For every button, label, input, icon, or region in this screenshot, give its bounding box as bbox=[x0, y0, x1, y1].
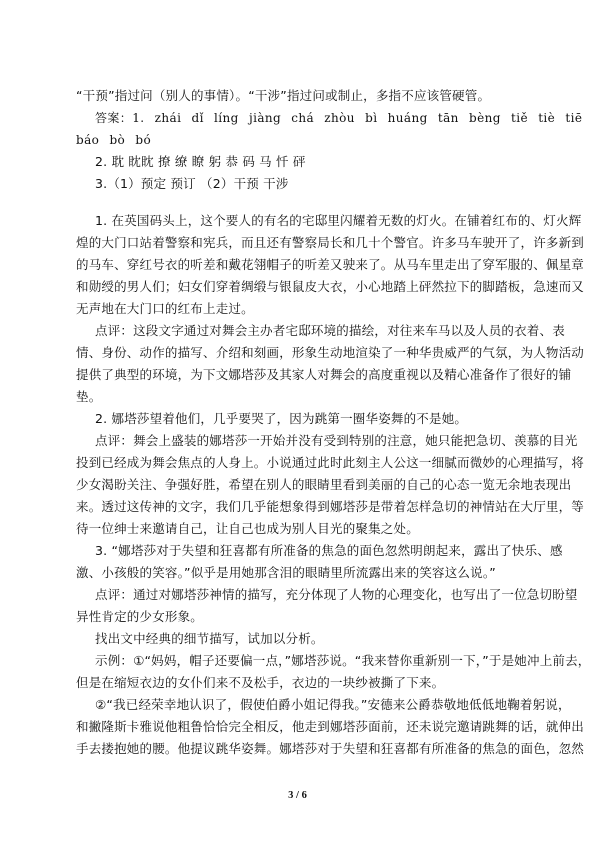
text-line-2-answer-pinyin: 答案：1. zhái dǐ líng jiàng chá zhòu bì huáng tān bèng tiě tiè tiē bbox=[95, 111, 583, 125]
text-line-10: 无声地在大门口的红布上走过。 bbox=[76, 301, 254, 316]
text-line-18: 少女渴盼关注、争强好胜，希望在别人的眼睛里看到美丽的自己的心态一览无余地表现出 bbox=[76, 477, 572, 492]
page-number: 3 / 6 bbox=[288, 790, 307, 801]
text-line-27: 但是在缩短衣边的女仆们来不及松手，衣边的一块纱被撕了下来。 bbox=[76, 675, 445, 690]
text-line-5: 3.（1）预定 预订 （2）干预 干涉 bbox=[95, 176, 289, 191]
text-line-11: 点评：这段文字通过对舞会主办者宅邸环境的描绘，对往来车马以及人员的衣着、表 bbox=[95, 323, 565, 338]
text-line-24: 异性肯定的少女形象。 bbox=[76, 609, 204, 624]
text-line-14: 垫。 bbox=[76, 389, 102, 404]
text-line-23: 点评：通过对娜塔莎神情的描写，充分体现了人物的心理变化，也写出了一位急切盼望 bbox=[95, 587, 578, 602]
text-line-17: 投到已经成为舞会焦点的人身上。小说通过此时此刻主人公这一细腻而微妙的心理描写，将 bbox=[76, 455, 585, 470]
text-line-7: 煌的大门口站着警察和宪兵，而且还有警察局长和几十个警官。许多马车驶开了，许多新到 bbox=[76, 235, 585, 250]
text-line-12: 情、身份、动作的描写、介绍和刻画，形象生动地渲染了一种华贵威严的气氛，为人物活动 bbox=[76, 345, 585, 360]
text-line-3-pinyin: báo bò bó bbox=[76, 133, 152, 147]
text-line-26: 示例：①“妈妈，帽子还要偏一点，”娜塔莎说。“我来替你重新别一下，”于是她冲上前去， bbox=[95, 653, 591, 668]
text-line-30: 手去搂抱她的腰。他提议跳华姿舞。娜塔莎对于失望和狂喜都有所准备的焦急的面色，忽然 bbox=[76, 741, 585, 756]
text-line-1: “干预”指过问（别人的事情）。“干涉”指过问或制止，多指不应该管硬管。 bbox=[76, 88, 491, 103]
text-line-8: 的马车、穿红号衣的听差和戴花翎帽子的听差又驶来了。从马车里走出了穿军服的、佩星章 bbox=[76, 257, 585, 272]
text-line-28: ②“我已经荣幸地认识了，假使伯爵小姐记得我。”安德来公爵恭敬地低低地鞠着躬说， bbox=[95, 697, 571, 712]
text-line-4: 2. 耽 眈眈 撩 缭 瞭 躬 恭 码 马 忏 砰 bbox=[95, 154, 306, 169]
text-line-29: 和撇隆斯卡雅说他粗鲁恰恰完全相反，他走到娜塔莎面前，还未说完邀请跳舞的话，就伸出 bbox=[76, 719, 585, 734]
text-line-15: 2. 娜塔莎望着他们，几乎要哭了，因为跳第一圈华姿舞的不是她。 bbox=[95, 411, 468, 426]
text-line-19: 来。透过这传神的文字，我们几乎能想象得到娜塔莎是带着怎样急切的神情站在大厅里，等 bbox=[76, 499, 585, 514]
text-line-9: 和勋绶的男人们；妇女们穿着绸缎与银鼠皮大衣，小心地踏上砰然拉下的脚踏板，急速而又 bbox=[76, 279, 585, 294]
text-line-20: 待一位绅士来邀请自己，让自己也成为别人目光的聚集之处。 bbox=[76, 521, 419, 536]
text-line-22: 激、小孩般的笑容。”似乎是用她那含泪的眼睛里所流露出来的笑容这么说。” bbox=[76, 565, 496, 580]
text-line-25: 找出文中经典的细节描写，试加以分析。 bbox=[95, 631, 324, 646]
text-line-21: 3. “娜塔莎对于失望和狂喜都有所准备的焦急的面色忽然明朗起来，露出了快乐、感 bbox=[95, 543, 563, 558]
text-line-6: 1. 在英国码头上，这个要人的有名的宅邸里闪耀着无数的灯火。在铺着红布的、灯火辉 bbox=[95, 213, 582, 228]
text-line-13: 提供了典型的环境，为下文娜塔莎及其家人对舞会的高度重视以及精心准备作了很好的铺 bbox=[76, 367, 572, 382]
text-line-16: 点评：舞会上盛装的娜塔莎一开始并没有受到特别的注意，她只能把急切、羡慕的目光 bbox=[95, 433, 578, 448]
